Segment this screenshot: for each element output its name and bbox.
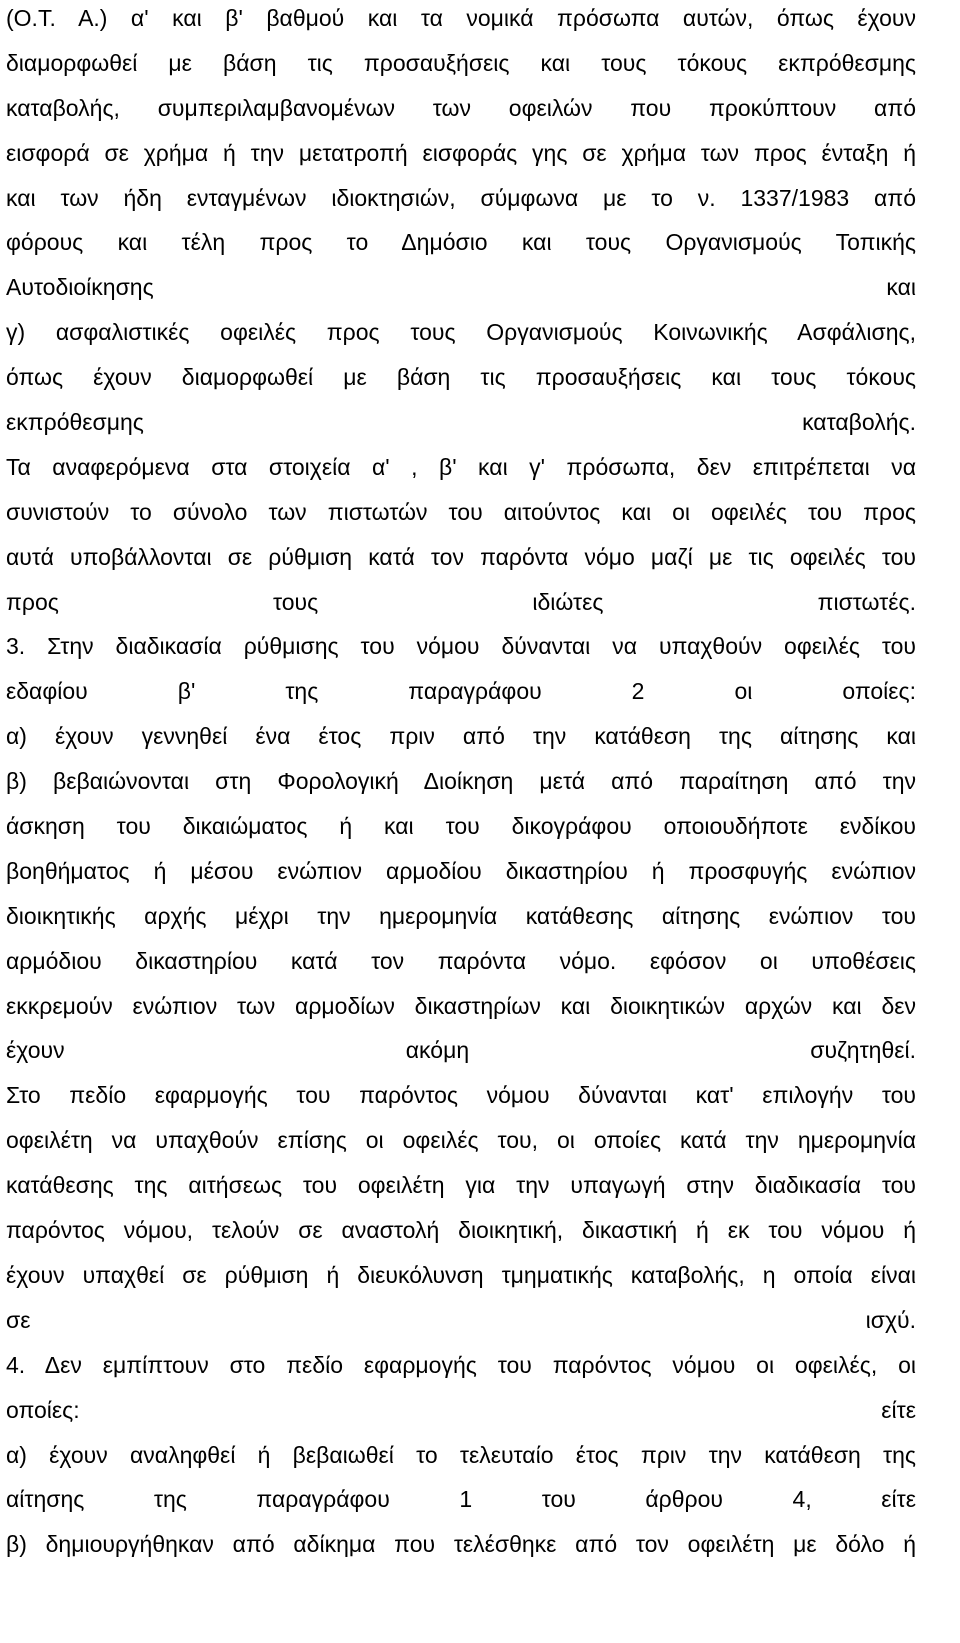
text-line: γ) ασφαλιστικές οφειλές προς τους Οργανισμούς Κοινωνικής Ασφάλισης,: [6, 319, 916, 346]
text-line: καταβολής, συμπεριλαμβανομένων των οφειλών που προκύπτουν από: [6, 94, 916, 121]
text-line: άσκηση του δικαιώματος ή και του δικογράφου οποιουδήποτε ενδίκου: [6, 813, 916, 840]
text-line: όπως έχουν διαμορφωθεί με βάση τις προσαυξήσεις και τους τόκους: [6, 364, 916, 391]
text-line: και των ήδη ενταγμένων ιδιοκτησιών, σύμφωνα με το ν. 1337/1983 από: [6, 184, 916, 211]
text-line: έχουν ακόμη συζητηθεί.: [6, 1037, 916, 1064]
text-line: Αυτοδιοίκησης και: [6, 274, 916, 301]
text-line: έχουν υπαχθεί σε ρύθμιση ή διευκόλυνση τμηματικής καταβολής, η οποία είναι: [6, 1261, 916, 1288]
text-line: προς τους ιδιώτες πιστωτές.: [6, 588, 916, 615]
text-line: διοικητικής αρχής μέχρι την ημερομηνία κατάθεσης αίτησης ενώπιον του: [6, 902, 916, 929]
text-line: αίτησης της παραγράφου 1 του άρθρου 4, είτε: [6, 1486, 916, 1513]
text-line: αυτά υποβάλλονται σε ρύθμιση κατά τον παρόντα νόμο μαζί με τις οφειλές του: [6, 543, 916, 570]
text-line: παρόντος νόμου, τελούν σε αναστολή διοικητική, δικαστική ή εκ του νόμου ή: [6, 1217, 916, 1244]
text-line: εισφορά σε χρήμα ή την μετατροπή εισφοράς γης σε χρήμα των προς ένταξη ή: [6, 139, 916, 166]
text-line: συνιστούν το σύνολο των πιστωτών του αιτούντος και οι οφειλές του προς: [6, 498, 916, 525]
text-line: σε ισχύ.: [6, 1306, 916, 1333]
text-line: εδαφίου β' της παραγράφου 2 οι οποίες:: [6, 678, 916, 705]
text-line: α) έχουν αναληφθεί ή βεβαιωθεί το τελευταίο έτος πριν την κατάθεση της: [6, 1441, 916, 1468]
text-line: (Ο.Τ. Α.) α' και β' βαθμού και τα νομικά πρόσωπα αυτών, όπως έχουν: [6, 5, 916, 31]
text-line: α) έχουν γεννηθεί ένα έτος πριν από την κατάθεση της αίτησης και: [6, 723, 916, 750]
text-line: οποίες: είτε: [6, 1396, 916, 1423]
text-line: 4. Δεν εμπίπτουν στο πεδίο εφαρμογής του παρόντος νόμου οι οφειλές, οι: [6, 1351, 916, 1378]
text-line: Στο πεδίο εφαρμογής του παρόντος νόμου δύνανται κατ' επιλογήν του: [6, 1082, 916, 1109]
text-line: οφειλέτη να υπαχθούν επίσης οι οφειλές του, οι οποίες κατά την ημερομηνία: [6, 1127, 916, 1154]
text-line: β) δημιουργήθηκαν από αδίκημα που τελέσθηκε από τον οφειλέτη με δόλο ή: [6, 1531, 916, 1558]
text-line: διαμορφωθεί με βάση τις προσαυξήσεις και τους τόκους εκπρόθεσμης: [6, 49, 916, 76]
text-line: εκκρεμούν ενώπιον των αρμοδίων δικαστηρίων και διοικητικών αρχών και δεν: [6, 992, 916, 1019]
text-line: Τα αναφερόμενα στα στοιχεία α' , β' και γ' πρόσωπα, δεν επιτρέπεται να: [6, 453, 916, 480]
text-line: β) βεβαιώνονται στη Φορολογική Διοίκηση μετά από παραίτηση από την: [6, 768, 916, 795]
text-line: φόρους και τέλη προς το Δημόσιο και τους Οργανισμούς Τοπικής: [6, 229, 916, 256]
text-line: εκπρόθεσμης καταβολής.: [6, 409, 916, 436]
text-line: αρμόδιου δικαστηρίου κατά τον παρόντα νόμο. εφόσον οι υποθέσεις: [6, 947, 916, 974]
text-line: κατάθεσης της αιτήσεως του οφειλέτη για την υπαγωγή στην διαδικασία του: [6, 1172, 916, 1199]
text-line: βοηθήματος ή μέσου ενώπιον αρμοδίου δικαστηρίου ή προσφυγής ενώπιον: [6, 857, 916, 884]
text-line: 3. Στην διαδικασία ρύθμισης του νόμου δύνανται να υπαχθούν οφειλές του: [6, 633, 916, 660]
